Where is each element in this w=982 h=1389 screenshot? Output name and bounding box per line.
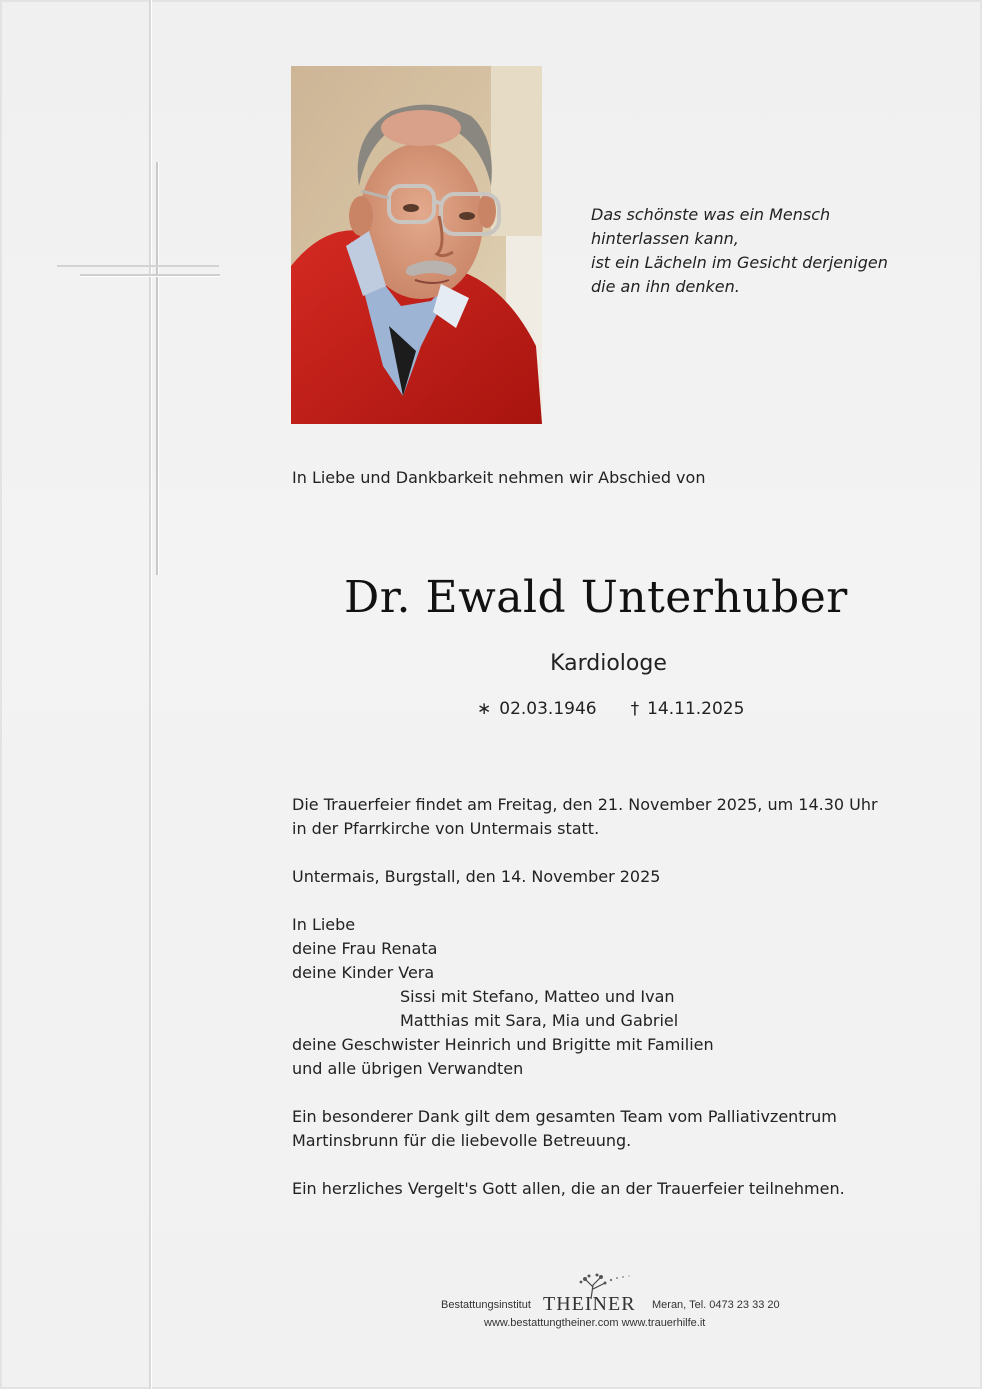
intro-text: In Liebe und Dankbarkeit nehmen wir Abschied von (292, 468, 706, 487)
deceased-name: Dr. Ewald Unterhuber (344, 572, 848, 623)
memorial-quote (591, 203, 888, 299)
quote-line: die an ihn denken. (591, 277, 740, 296)
quote-line: Das schönste was ein Mensch (591, 205, 831, 224)
mourner-line: deine Kinder Vera (292, 963, 435, 982)
portrait-photo (291, 66, 542, 424)
quote-line: hinterlassen kann, (591, 229, 739, 248)
mourner-line: Matthias mit Sara, Mia und Gabriel (400, 1011, 679, 1030)
mourner-line: Sissi mit Stefano, Matteo und Ivan (400, 987, 675, 1006)
ceremony-line: Die Trauerfeier findet am Freitag, den 21. November 2025, um 14.30 Uhr (292, 795, 878, 814)
quote-line: ist ein Lächeln im Gesicht derjenigen (591, 253, 888, 272)
mourner-line: und alle übrigen Verwandten (292, 1059, 524, 1078)
death-cross-icon: † (630, 699, 640, 719)
mourner-line: deine Geschwister Heinrich und Brigitte mit Familien (292, 1035, 714, 1054)
ceremony-info (292, 793, 912, 841)
website-links: www.bestattungtheiner.com www.trauerhilfe.it (484, 1317, 706, 1329)
thanks-paragraph (292, 1105, 912, 1153)
portrait-image (291, 66, 542, 424)
mourners-list (292, 913, 912, 1081)
death-date: 14.11.2025 (647, 699, 745, 719)
deceased-profession: Kardiologe (550, 651, 667, 676)
thanks-line: Ein besonderer Dank gilt dem gesamten Team vom Palliativzentrum (292, 1107, 837, 1126)
mourner-line: In Liebe (292, 915, 356, 934)
ceremony-line: in der Pfarrkirche von Untermais statt. (292, 819, 600, 838)
mourner-line: deine Frau Renata (292, 939, 438, 958)
institute-label: Bestattungsinstitut (441, 1299, 531, 1311)
cross-icon-horizontal (80, 274, 220, 276)
closing-text: Ein herzliches Vergelt's Gott allen, die an der Trauerfeier teilnehmen. (292, 1179, 845, 1198)
brand-name: THEINER (543, 1293, 636, 1315)
cross-icon-vertical (156, 162, 158, 575)
birth-star-icon: ∗ (477, 699, 492, 719)
thanks-line: Martinsbrunn für die liebevolle Betreuung. (292, 1131, 632, 1150)
birth-date: 02.03.1946 (499, 699, 597, 719)
contact-info: Meran, Tel. 0473 23 33 20 (652, 1299, 780, 1311)
obituary-body (292, 793, 912, 1225)
life-dates (477, 699, 752, 719)
embossed-vertical-line (149, 0, 151, 1389)
place-date: Untermais, Burgstall, den 14. November 2025 (292, 867, 661, 886)
cross-icon-horizontal-top (57, 265, 219, 267)
